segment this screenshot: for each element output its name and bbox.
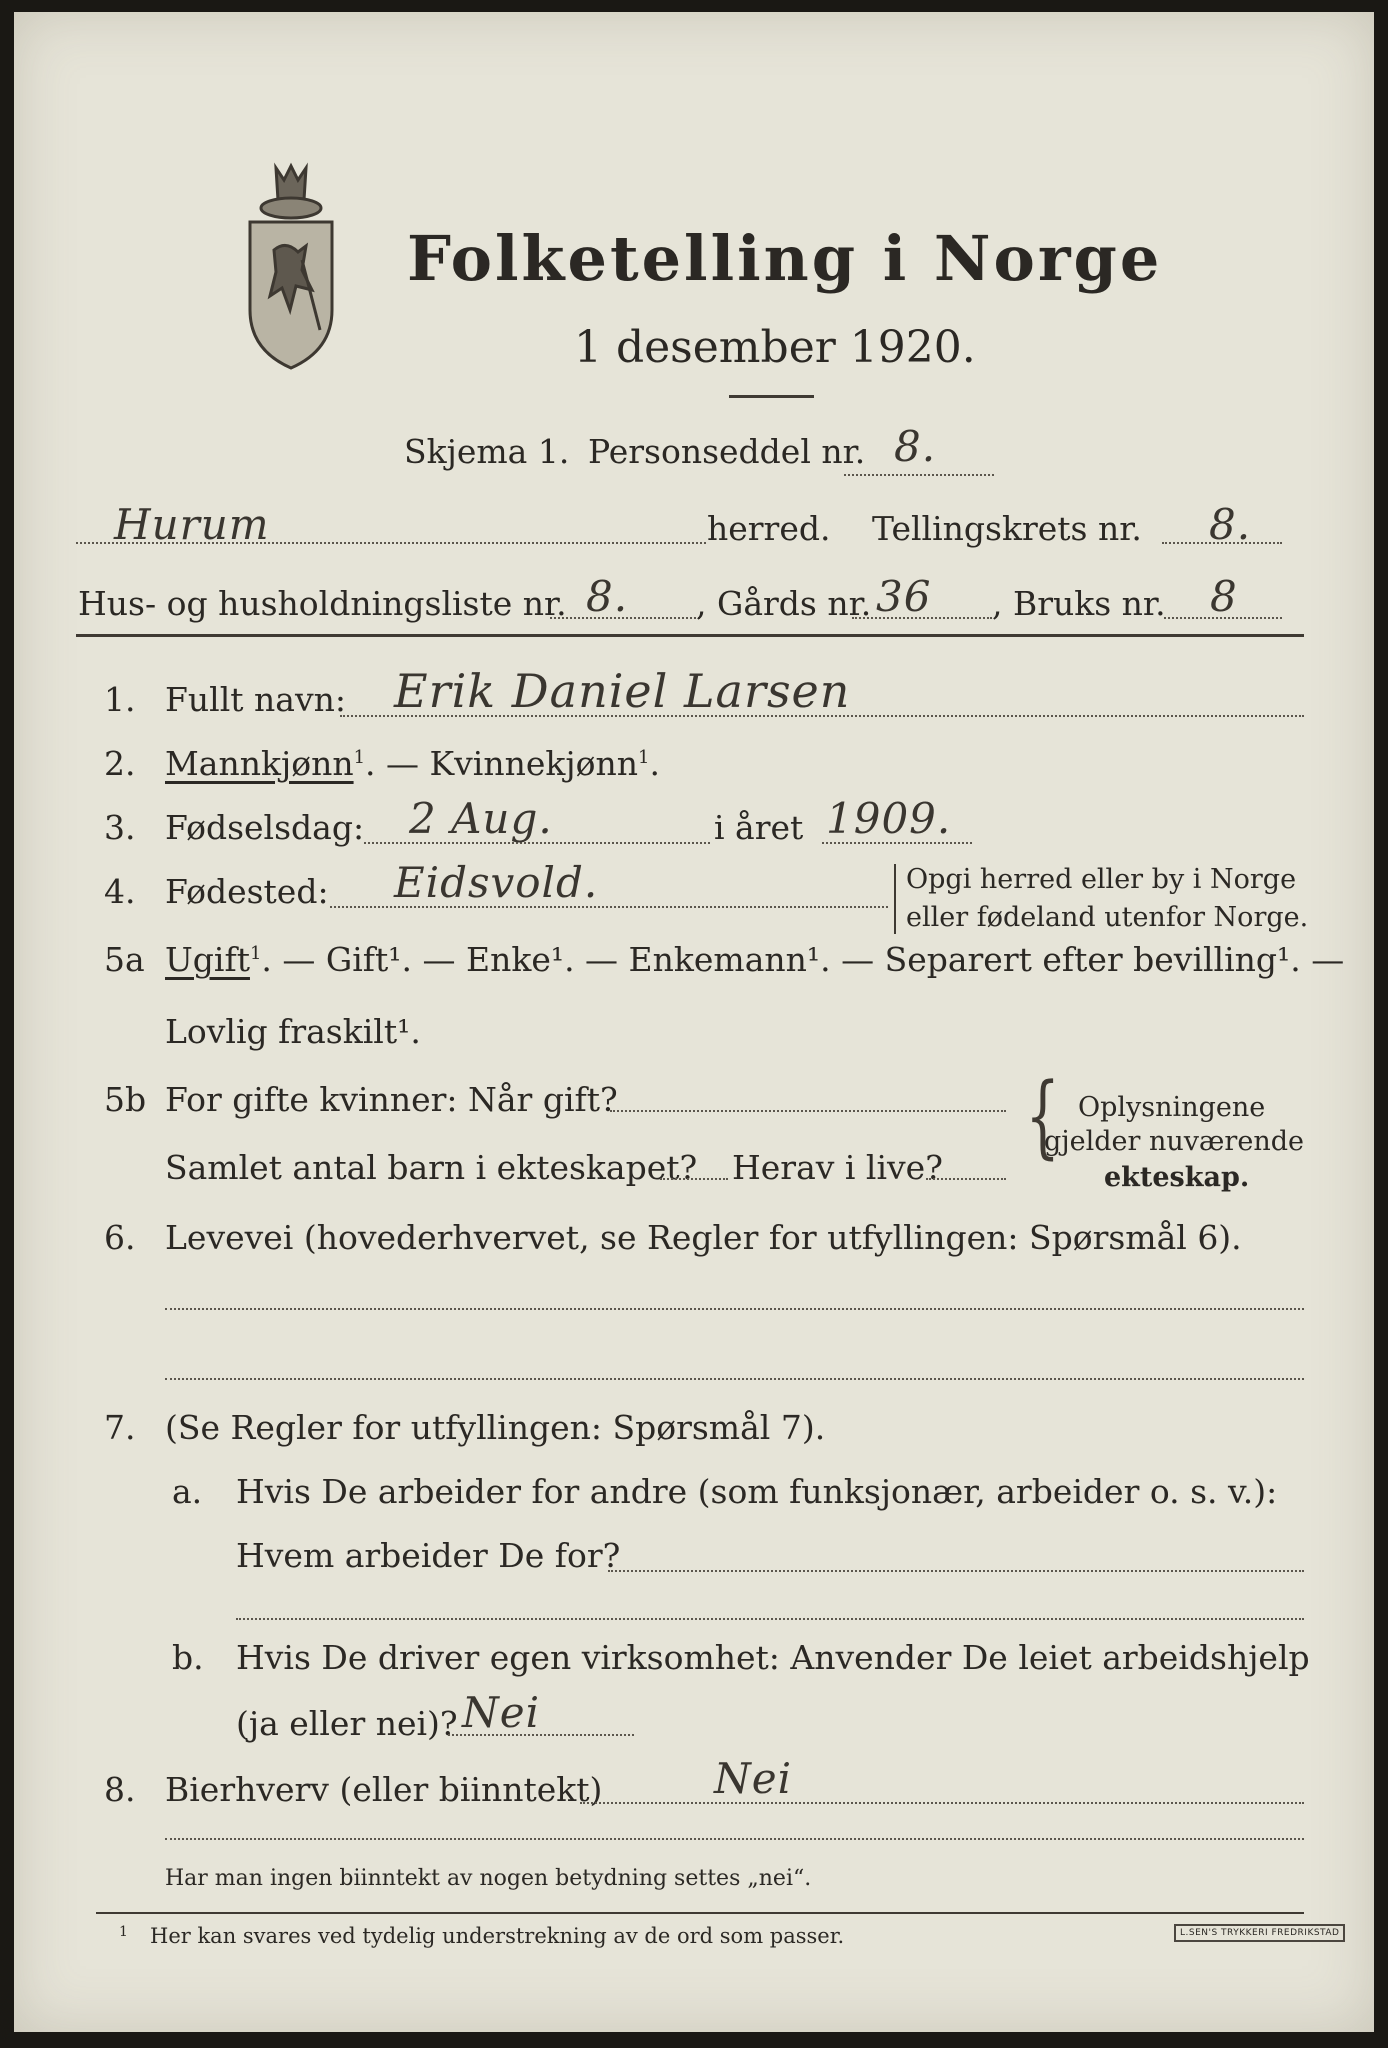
q7b-label-2: (ja eller nei)? (236, 1704, 458, 1743)
q7-number: 7. (104, 1408, 136, 1447)
q3-number: 3. (104, 808, 136, 847)
bruks-label: , Bruks nr. (992, 584, 1166, 623)
tellingskrets-value: 8. (1209, 500, 1252, 549)
bruks-value: 8 (1210, 572, 1238, 621)
q3-label: Fødselsdag: (165, 808, 365, 847)
q7a-label: Hvis De arbeider for andre (som funksjonær, arbeider o. s. v.): (236, 1472, 1278, 1511)
marital-line: Ugift$^1$. — Gift¹. — Enke¹. — Enkemann¹. — Separert efter bevilling¹. — (165, 940, 1345, 979)
q4-note-2: eller fødeland utenfor Norge. (906, 902, 1309, 933)
q2-number: 2. (104, 744, 136, 783)
q5b-note-1: Oplysningene (1078, 1092, 1266, 1123)
footnote-rule (96, 1912, 1304, 1914)
q7a-label-2: Hvem arbeider De for? (236, 1536, 621, 1575)
header-rule (76, 634, 1304, 637)
herred-value: Hurum (114, 500, 270, 549)
q4-number: 4. (104, 872, 136, 911)
male-option: Mannkjønn (165, 744, 354, 783)
birthday-value: 2 Aug. (409, 794, 553, 843)
tellingskrets-label: Tellingskrets nr. (872, 509, 1142, 548)
form-title: Folketelling i Norge (407, 222, 1163, 295)
personseddel-label: Personseddel nr. (588, 432, 866, 471)
title-divider (729, 395, 814, 398)
q7-label: (Se Regler for utfyllingen: Spørsmål 7). (165, 1408, 826, 1447)
census-date: 1 desember 1920. (574, 322, 976, 373)
marital-line-2: Lovlig fraskilt¹. (165, 1012, 421, 1051)
female-option: Kvinnekjønn (429, 744, 639, 783)
q8-number: 8. (104, 1770, 136, 1809)
full-name-value: Erik Daniel Larsen (394, 664, 851, 718)
birth-year-value: 1909. (826, 794, 952, 843)
q5b-note-2: gjelder nuværende (1044, 1126, 1304, 1157)
herred-label: herred. (707, 509, 831, 548)
birthplace-value: Eidsvold. (394, 858, 599, 907)
bottom-note: Har man ingen biinntekt av nogen betydning settes „nei“. (165, 1866, 812, 1891)
printer-stamp: L.SEN'S TRYKKERI FREDRIKSTAD (1174, 1924, 1345, 1942)
skjema-label: Skjema 1. (404, 432, 570, 471)
q5b-number: 5b (104, 1080, 147, 1119)
q5b-label-3: Herav i live? (732, 1148, 943, 1187)
q1-label: Fullt navn: (165, 680, 346, 719)
gards-label: , Gårds nr. (696, 584, 872, 623)
q5b-brace: { (1025, 1064, 1060, 1169)
census-form (14, 12, 1374, 2032)
q4-note-1: Opgi herred eller by i Norge (906, 864, 1297, 895)
q7b-number: b. (172, 1638, 204, 1677)
q7a-number: a. (172, 1472, 203, 1511)
q8-label: Bierhverv (eller biinntekt) (165, 1770, 603, 1809)
unmarried-option: Ugift (165, 940, 250, 979)
q8-value: Nei (714, 1754, 793, 1803)
q5b-label-1: For gifte kvinner: Når gift? (165, 1080, 618, 1119)
q7b-label: Hvis De driver egen virksomhet: Anvender De leiet arbeidshjelp (236, 1638, 1310, 1677)
q4-label: Fødested: (165, 872, 329, 911)
husliste-label: Hus- og husholdningsliste nr. (78, 584, 567, 623)
q3-year-label: i året (714, 808, 804, 847)
footnote-number: 1 (119, 1924, 128, 1940)
coat-of-arms-icon (236, 160, 346, 372)
q5b-label-2: Samlet antal barn i ekteskapet? (165, 1148, 698, 1187)
q5a-number: 5a (104, 940, 145, 979)
gards-value: 36 (876, 572, 932, 621)
q5b-note-3: ekteskap. (1104, 1162, 1250, 1193)
husliste-value: 8. (586, 572, 629, 621)
footnote: Her kan svares ved tydelig understrekning av de ord som passer. (150, 1924, 845, 1948)
q7b-value: Nei (462, 1688, 541, 1737)
q6-label: Levevei (hovederhvervet, se Regler for utfyllingen: Spørsmål 6). (165, 1218, 1242, 1257)
q6-number: 6. (104, 1218, 136, 1257)
gender-line: Mannkjønn$^1$. — Kvinnekjønn$^1$. (165, 744, 660, 783)
q1-number: 1. (104, 680, 136, 719)
personseddel-value: 8. (894, 422, 937, 471)
